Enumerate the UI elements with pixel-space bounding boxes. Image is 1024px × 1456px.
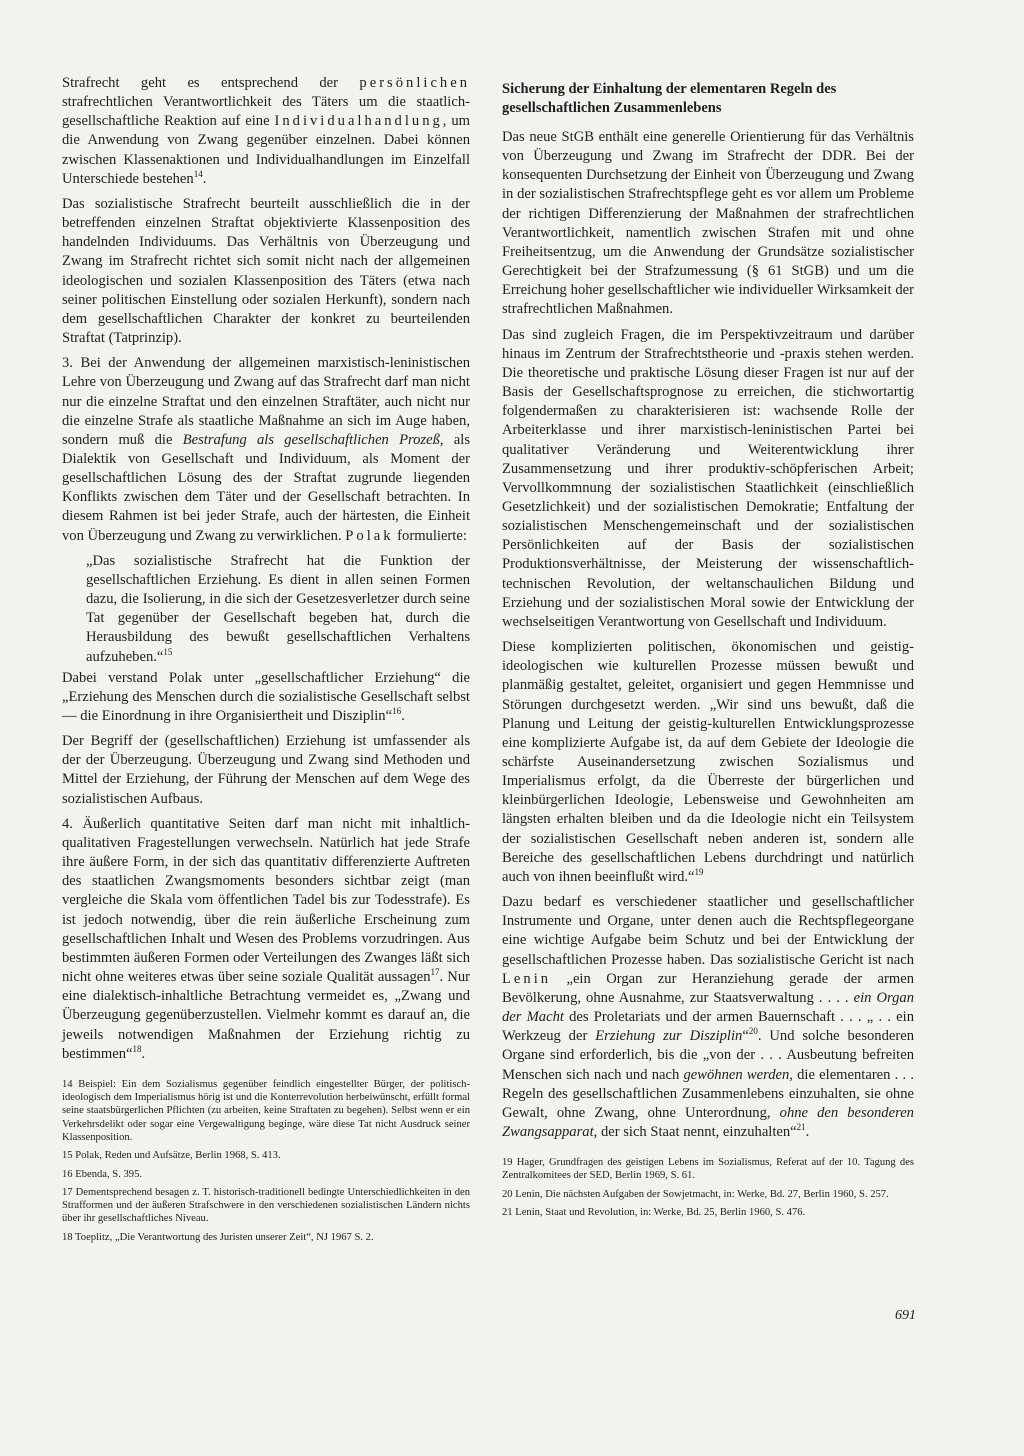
text-run: . [401,708,405,724]
footnote: 20 Lenin, Die nächsten Aufgaben der Sowjetmacht, in: Werke, Bd. 27, Berlin 1960, S. 257. [502,1188,889,1200]
text-run: Dabei verstand Polak unter „gesellschaftlicher Erziehung“ die „Erziehung des Menschen durch die sozialistische Gesellschaft selbst — die Einordnung in ihre Organisiertheit und Disziplin“ [62,669,470,724]
footnote-ref: 16 [392,706,402,717]
paragraph [62,669,470,726]
footnote-ref: 20 [748,1026,758,1037]
paragraph [62,195,470,348]
paragraph [62,354,470,546]
paragraph [502,638,914,887]
footnote-ref: 15 [163,646,173,657]
text-run: Bestrafung als gesellschaftlichen Prozeß [182,431,440,448]
paragraph [502,893,914,1142]
footnote: 17 Dementsprechend besagen z. T. historisch-traditionell bedingte Unterschiedlichkeiten in den Strafformen und der äußeren Strafschwere in den verschiedenen sozialistischen Ländern nichts über ihr gesellschaftliches Niveau. [62,1186,470,1225]
text-run: . [202,170,207,187]
text-run: . Nur eine dialektisch-inhaltliche Betrachtung vermeidet es, „Zwang und Überzeugung gegenüberzustellen. Vielmehr kommt es darauf an, die jeweils notwendigen Maßnahmen der Erziehung richtig zu bestimmen“ [62,969,470,1062]
text-run: des Proletariats und der armen Bauernschaft . . . „ . . ein Werkzeug der [502,1009,914,1045]
text-run: Dazu bedarf es verschiedener staatlicher und gesellschaftlicher Instrumente und Organe, unter denen auch die Rechtspflegeorgane eine wichtige Aufgabe beim Schutz und bei der Entwicklung der gesellschaftlichen Prozesse haben. Das sozialistische Gericht ist nach [502,894,914,968]
text-run: , um die Anwendung von Zwang gegenüber einzelnen. Dabei können zwischen Klassenaktionen und Individualhandlungen im Einzelfall Unterschiede bestehen [62,113,470,187]
text-run: Individualhandlung [274,113,443,130]
text-run: , als Dialektik von Gesellschaft und Individuum, als Moment der gesellschaftlichen Lösung des der Straftat zugrunde liegenden Konflikts zwischen dem Täter und der Gesellschaft betrachten. In diesem Rahmen ist bei jeder Strafe, auch der härtesten, die Einheit von Überzeugung und Zwang zu verwirklichen. [62,431,470,544]
text-run: strafrechtlichen Verantwortlichkeit des Täters um die staatlich-gesellschaftliche Reaktion auf eine [62,94,470,130]
footnote-ref: 18 [132,1043,142,1054]
text-run: Der Begriff der (gesellschaftlichen) Erziehung ist umfassender als der der Überzeugung. Überzeugung und Zwang sind Methoden und Mittel der Erziehung, der Führung der Menschen auf dem Wege des sozialistischen Aufbaus. [62,733,470,807]
footnote: 14 Beispiel: Ein dem Sozialismus gegenüber feindlich eingestellter Bürger, der politisch-ideologisch dem Imperialismus hörig ist und die Konterrevolution herbeiwünscht, erfüllt formal seine staatsbürgerlichen Pflichten (zu arbeiten, keine Straftaten zu begehen). Selbst wenn er ein Verkehrsdelikt oder sogar eine Vergewaltigung beginge, wäre diese Tat nicht Ausdruck seiner Klassenposition. [62,1078,470,1143]
paragraph [502,128,914,320]
footnote: 21 Lenin, Staat und Revolution, in: Werke, Bd. 25, Berlin 1960, S. 476. [502,1207,806,1219]
footnote: 19 Hager, Grundfragen des geistigen Lebens im Sozialismus, Referat auf der 10. Tagung des Zentralkomitees der SED, Berlin 1969, S. 61. [502,1157,914,1182]
text-run: Das neue StGB enthält eine generelle Orientierung für das Verhältnis von Überzeugung und Zwang im Strafrecht der DDR. Bei der konsequenten Durchsetzung der Einheit von Überzeugung und Zwang in der sozialistischen Strafrechtspflege geht es vor allem um Probleme der richtigen Differenzierung der Maßnahmen der strafrechtlichen Verantwortlichkeit, namentlich zwischen Strafen mit und ohne Freiheitsentzug, um die Anwendung der Grundsätze sozialistischer Gerechtigkeit bei der Strafzumessung (§ 61 StGB) und um die Erreichung hoher gesellschaftlicher wie individueller Wirksamkeit der strafrechtlichen Maßnahmen. [502,129,914,318]
left-column [62,74,470,1249]
text-run: , die elementaren . . . Regeln des gesellschaftlichen Zusammenlebens einzuhalten, sie ohne Gewalt, ohne Zwang, ohne Unterordnung, [502,1066,915,1121]
text-run: . [141,1045,146,1062]
text-run: persönlichen [359,75,470,91]
text-run: Das sozialistische Strafrecht beurteilt ausschließlich die in der betreffenden einzelnen Straftat objektivierte Klassenposition des handelnden Individuums. Das Verhältnis von Überzeugung und Zwang im Strafrecht richtet sich somit nicht nach der allgemeinen ideologischen und sozialen Klassenposition des Täters (etwa nach seiner politischen Einstellung oder sozialen Herkunft), sondern nach dem gesellschaftlichen Charakter der konkret zu beurteilenden Straftat (Tatprinzip). [62,195,470,347]
text-run: formulierte: [393,527,467,544]
text-run: 4. Äußerlich quantitative Seiten darf man nicht mit inhaltlich-qualitativen Fragestellungen verwechseln. Natürlich hat jede Strafe ihre äußere Form, in der sich das quantitativ differenzierte Auftreten des staatlichen Zwangsmoments besonders sichtbar zeigt (man vergleiche die Skala vom öffentlichen Tadel bis zur Todesstrafe). Es ist jedoch notwendig, über die rein äußerliche Erscheinung zum gesellschaftlichen Inhalt und Wesen des Problems vorzudringen. Aus bestimmten äußeren Formen oder Verteilungen des Zwanges läßt sich nicht ohne weiteres etwas über seine soziale Qualität aussagen [62,815,470,986]
paragraph [62,74,470,189]
text-run: . Und solche besonderen Organe sind erforderlich, bis die „von der . . . Ausbeutung befreiten Menschen sich nach und nach [502,1028,915,1083]
text-run: “ [742,1028,749,1045]
text-run: Polak [345,527,394,544]
text-run: Diese komplizierten politischen, ökonomischen und geistig-ideologischen wie kulturellen Prozesse müssen bewußt und planmäßig gestaltet, geleitet, organisiert und gegen Hemmnisse und Störungen durchgesetzt werden. „Wir sind uns bewußt, daß die Planung und Leitung der geistig-kulturellen Entwicklungsprozesse eine komplizierte Aufgabe ist, da auf dem Gebiete der Ideologie die schärfste Auseinandersetzung zwischen Sozialismus und Imperialismus erfolgt, da die Überreste der bürgerlichen und kleinbürgerlichen Ideologie, Lebensweise und Gewohnheiten am längsten erhalten bleiben und da die Ideologie nicht ein Teilsystem der sozialistischen Gesellschaft neben anderen ist, sondern alle Bereiche des gesellschaftlichen Lebens durchdringt und natürlich auch von ihnen beeinflußt wird.“ [502,639,914,885]
right-column [502,74,914,1224]
footnote: 15 Polak, Reden und Aufsätze, Berlin 1968, S. 413. [62,1150,281,1162]
footnote-ref: 19 [694,867,704,878]
footnote-ref: 17 [430,967,440,978]
text-run: ohne den besonderen Zwangsapparat [502,1104,914,1140]
text-run: , der sich Staat nennt, einzuhalten“ [593,1123,797,1140]
footnote-ref: 14 [193,168,203,179]
section-heading: Sicherung der Einhaltung der elementaren Regeln des gesellschaftlichen Zusammenlebens [502,81,837,116]
text-run: Strafrecht geht es entsprechend der [62,75,360,91]
paragraph [62,732,470,809]
text-run: ein Organ der Macht [502,989,915,1026]
text-run: Erziehung zur Disziplin [595,1028,743,1045]
text-run: gewöhnen werden [683,1066,790,1083]
text-run: . [805,1123,810,1140]
footnote: 18 Toeplitz, „Die Verantwortung des Juristen unserer Zeit“, NJ 1967 S. 2. [62,1231,374,1243]
footnotes [62,1078,470,1244]
text-run: Das sind zugleich Fragen, die im Perspektivzeitraum und darüber hinaus im Zentrum der Strafrechtstheorie und -praxis stehen werden. Die theoretische und praktische Lösung dieser Fragen ist nur auf der Basis der Gesellschaftsprognose zu erreichen, die stichwortartig folgendermaßen zu charakterisieren ist: wachsende Rolle der Arbeiterklasse und ihrer marxistisch-leninistischen Partei bei qualitativer Veränderung und Weiterentwicklung ihrer Zusammensetzung und ihrer produktiv-schöpferischen Arbeit; Vervollkommnung der sozialistischen Staatlichkeit (einschließlich Gesetzlichkeit) und der sozialistischen Demokratie; Entfaltung der sozialistischen Menschengemeinschaft und der sozialistischen Persönlichkeiten auf der Basis der sozialistischen Produktionsverhältnisse, der Meisterung der wissenschaftlich-technischen Revolution, der weltanschaulichen Bildung und Erziehung und der sozialistischen Moral sowie der Entwicklung der wechselseitigen Verantwortung von Gesellschaft und Individuum. [502,326,914,630]
paragraph [62,815,470,1064]
text-run: 3. Bei der Anwendung der allgemeinen marxistisch-leninistischen Lehre von Überzeugung und Zwang auf das Strafrecht darf man nicht nur die einzelne Straftat und den einzelnen Straftäter, auch nicht nur die einzelne Strafe als staatliche Maßnahme an sich im Auge haben, sondern muß die [62,355,470,448]
footnote-ref: 21 [796,1122,806,1133]
text-run: „ein Organ zur Heranziehung gerade der armen Bevölkerung, ohne Ausnahme, zur Staatsverwaltung . . . . [502,970,914,1006]
text-run: „Das sozialistische Strafrecht hat die Funktion der gesellschaftlichen Erziehung. Es dient in allen seinen Formen dazu, die Isolierung, in die sich der Gesetzesverletzer durch seine Tat gegenüber der Gesellschaft begeben hat, durch die Herausbildung des bewußt gesellschaftlichen Verhaltens aufzuheben.“ [86,552,470,665]
text-run: Lenin [502,970,552,987]
footnote: 16 Ebenda, S. 395. [62,1168,143,1180]
block-quote [86,552,470,667]
footnotes [502,1156,914,1219]
paragraph [502,326,914,633]
page-number: 691 [895,1308,916,1323]
